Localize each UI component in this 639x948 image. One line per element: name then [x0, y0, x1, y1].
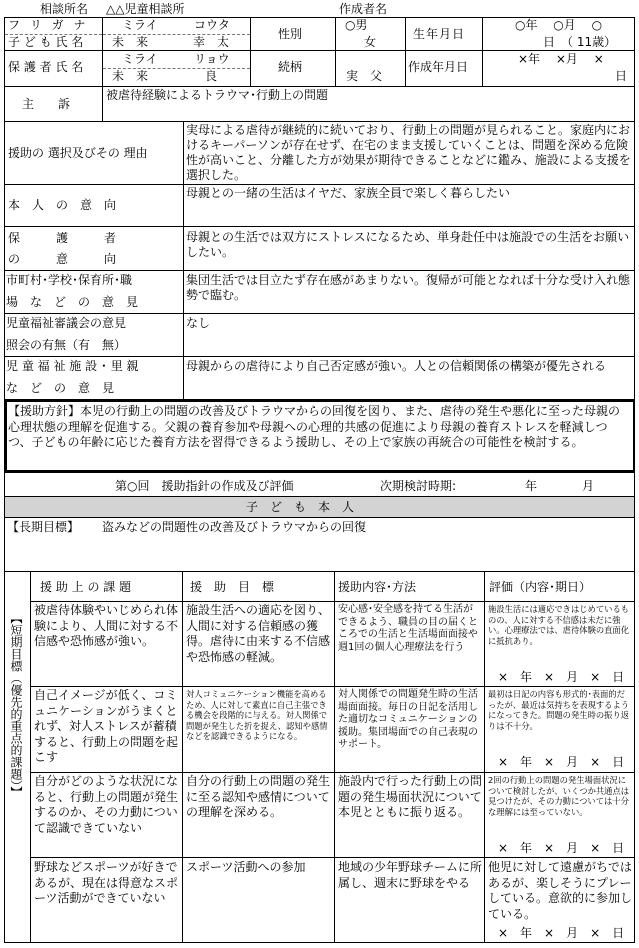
guardian-furigana-surname: ミライ — [122, 52, 158, 66]
self-intent-value: 母親との一緒の生活はイヤだ、家族全員で楽しく暮らしたい — [186, 186, 511, 200]
row4-issue: 野球などスポーツが好きであるが、現在は得意なスポーツ活動ができていない — [34, 860, 179, 905]
city-opinion-label-1: 市町村･学校･保育所･職 — [6, 273, 133, 287]
vline — [482, 17, 483, 86]
council-opinion-value: なし — [186, 316, 211, 330]
guardian-given-name: 良 — [205, 69, 218, 83]
relation-value: 実 父 — [346, 69, 383, 83]
vline — [183, 121, 184, 399]
hline — [30, 686, 635, 687]
sex-label: 性別 — [278, 27, 303, 41]
dob-value-line2: 日 （ 11歳） — [543, 35, 617, 49]
city-opinion-value: 集団生活では目立たず存在感があまりない。復帰が可能となれば十分な受け入れ態勢で臨む。 — [186, 273, 631, 302]
session-title: 第○回 援助指針の作成及び評価 — [115, 479, 294, 493]
row2-method: 対人関係での問題発生時の生活場面面接。毎日の日記を活用した適切なコミュニケーションの援助。集団場面での自己表現のサポート。 — [338, 689, 478, 750]
counsel-office-name: △△児童相談所 — [106, 2, 185, 16]
next-review-month: 月 — [582, 479, 595, 493]
policy-body: 本児の行動上の問題の改善及びトラウマからの回復を図り、また、虐待の発生や悪化に至った母親の心理状態の理解を促進する。父親の養育参加や母親への心理的共感の促進により母親の養育ストレスを軽減しつつ、子どもの年齢に応じた養育方法を習得できるよう援助し、その上で家族の再統合の可能性を検討する。 — [8, 404, 621, 449]
chief-complaint-label: 主 訴 — [22, 97, 71, 111]
policy-text — [8, 404, 630, 451]
header-evaluation: 評価（内容･期日） — [489, 580, 592, 594]
hline — [4, 472, 635, 473]
relation-label: 続柄 — [278, 60, 303, 74]
header-method: 援助内容･方法 — [338, 580, 417, 594]
vline — [250, 17, 251, 86]
created-date-line2: 日 — [615, 69, 628, 83]
section-title: 子 ど も 本 人 — [246, 500, 355, 514]
guardian-furigana-given: リョウ — [194, 52, 230, 66]
vline — [102, 17, 103, 86]
sex-male: ○男 — [345, 18, 368, 32]
header-goal: 援 助 目 標 — [190, 580, 275, 594]
row1-date: × 年 × 月 × 日 — [498, 670, 625, 684]
policy-label: 【援助方針】 — [8, 404, 81, 418]
hline — [4, 517, 635, 518]
guardian-name-label: 保 護 者 氏 名 — [8, 60, 84, 74]
row2-goal: 対人コミュニケーション機能を高めるため、人に対して素直に自己主張できる機会を段階的に与える。対人関係で問題が発生した折を捉え、認知や感情などを認識できるようになる。 — [186, 689, 328, 741]
hline — [4, 313, 635, 314]
hline — [30, 857, 635, 858]
row1-evaluation: 施設生活には適応できはじめているものの、人に対する不信感は未だに強い。心理療法では、虐待体験の直面化に抵抗あり。 — [488, 604, 630, 646]
counsel-office-label: 相談所名 — [40, 2, 89, 16]
vline — [102, 86, 103, 121]
hline — [4, 121, 635, 122]
frame-bottom — [4, 942, 635, 943]
short-term-goal-side-label: 【短期目標（優先的重点的課題）】 — [9, 612, 23, 798]
dob-value-line1: ○年 ○月 ○ — [515, 18, 603, 32]
facility-opinion-label-2: な ど の 意 見 — [6, 381, 115, 395]
vline — [182, 571, 183, 942]
guardian-intent-label-2: の 意 向 — [8, 252, 117, 266]
vline — [335, 17, 336, 86]
frame-right — [634, 17, 635, 943]
row3-method: 施設内で行った行動上の問題の発生場面状況について本児とともに振り返る。 — [338, 774, 483, 819]
row1-goal: 施設生活への適応を図り、人間に対する信頼感の獲得。虐待に由来する不信感や恐怖感の軽減。 — [186, 603, 331, 664]
reason-label: 援助の 選択及びその 理由 — [8, 146, 148, 160]
hline — [4, 50, 635, 51]
row4-evaluation: 他児に対して遠慮がちではあるが、楽しそうにプレーしている。意欲的に参加している。 — [488, 860, 633, 921]
vline — [405, 17, 406, 86]
next-review-year: 年 — [525, 479, 538, 493]
facility-opinion-label-1: 児 童 福 祉 施 設 ･ 里 親 — [6, 359, 139, 373]
child-name-label: 子 ど も 氏 名 — [8, 35, 84, 49]
row4-goal: スポーツ活動への参加 — [186, 860, 306, 874]
child-furigana-surname: ミライ — [122, 18, 158, 32]
chief-complaint-value: 被虐待経験によるトラウマ･行動上の問題 — [106, 88, 329, 102]
row2-issue: 自己イメージが低く、コミュニケーションがうまくとれず、対人ストレスが蓄積すると、行動上の問題を起こす — [34, 688, 179, 764]
frame-left — [4, 17, 5, 943]
row4-method: 地域の少年野球チームに所属し、週末に野球をやる — [338, 860, 483, 890]
child-surname: 未 来 — [112, 35, 149, 49]
hline — [4, 571, 635, 572]
guardian-surname: 未 来 — [112, 69, 149, 83]
created-date-label: 作成年月日 — [408, 60, 469, 74]
reason-value: 実母による虐待が継続的に続いており、行動上の問題が見られること。家庭内におけるキーパーソンが存在せず、在宅のまま支援していくことは、問題を深める危険性が高いこと、分離した方が効果が期待できることなどに鑑み、施設による支援を選択した。 — [186, 123, 631, 182]
guardian-intent-label-1: 保 護 者 — [8, 231, 117, 245]
header-issue: 援 助 上 の 課 題 — [40, 580, 132, 594]
row1-method: 安心感･安全感を持てる生活ができるよう、職員の目の届くところでの生活と生活場面面接や週1回の個人心理療法を行う — [338, 604, 478, 653]
created-date-line1: ×年 ×月 × — [518, 52, 604, 66]
hline — [4, 86, 635, 87]
self-intent-label: 本 人 の 意 向 — [8, 198, 117, 212]
hline — [30, 601, 635, 602]
row3-issue: 自分がどのような状況になると、行動上の問題が発生するのか、その力動について認識できていない — [34, 774, 179, 835]
dob-label: 生年月日 — [413, 27, 466, 41]
hline — [4, 226, 635, 227]
row1-issue: 被虐待体験やいじめられ体験により、人間に対する不信感や恐怖感が強い。 — [34, 603, 179, 648]
long-term-goal-label: 【長期目標】 — [7, 520, 80, 534]
row3-goal: 自分の行動上の問題の発生に至る認知や感情についての理解を深める。 — [186, 774, 331, 819]
row3-evaluation: 2回の行動上の問題の発生場面状況について検討したが、いくつか共通点は見つけたが、その力動については十分な理解には至っていない。 — [488, 775, 630, 817]
hline — [4, 184, 635, 185]
row3-date: × 年 × 月 × 日 — [498, 841, 625, 855]
author-label: 作成者名 — [339, 2, 388, 16]
sex-female: 女 — [364, 35, 377, 49]
council-opinion-label-1: 児童福祉審議会の意見 — [6, 316, 127, 330]
council-opinion-label-2: 照会の有無（有 無） — [6, 338, 127, 352]
vline — [334, 571, 335, 942]
facility-opinion-value: 母親からの虐待により自己否定感が強い。人との信頼関係の構築が優先される — [186, 359, 607, 373]
row4-date: × 年 × 月 × 日 — [498, 926, 625, 940]
hline — [4, 270, 635, 271]
long-term-goal-text: 盗みなどの問題性の改善及びトラウマからの回復 — [102, 520, 367, 534]
child-given-name: 幸 太 — [193, 35, 230, 49]
hline — [4, 356, 635, 357]
hline — [30, 772, 635, 773]
row2-evaluation: 最初は日記の内容も形式的･表面的だったが、最近は気持ちを表現するようになってきた。問題の発生時の振り返りは不十分。 — [488, 689, 630, 731]
vline — [30, 571, 31, 942]
next-review-label: 次期検討時期: — [380, 479, 457, 493]
row2-date: × 年 × 月 × 日 — [498, 755, 625, 769]
guardian-intent-value: 母親との生活では双方にストレスになるため、単身赴任中は施設での生活をお願いしたい。 — [186, 230, 630, 259]
child-furigana-given: コウタ — [194, 18, 230, 32]
vline — [484, 571, 485, 942]
furigana-label: フ リ ガ ナ — [8, 18, 89, 32]
city-opinion-label-2: 場 な ど の 意 見 — [6, 295, 139, 309]
